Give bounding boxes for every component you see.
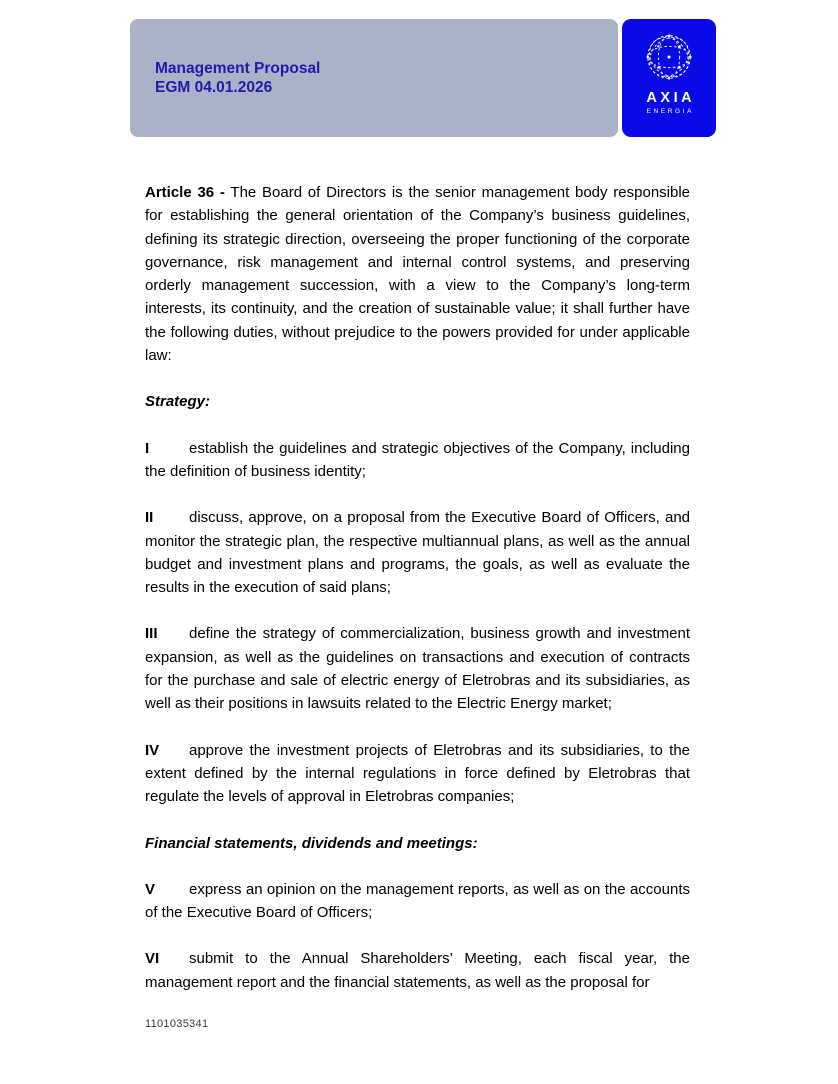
- list-item-IV: [145, 739, 690, 809]
- item-text: approve the investment projects of Eletrobras and its subsidiaries, to the extent defined by the internal regulations in force defined by Eletrobras that regulate the levels of approval in Eletrobras companies;: [145, 741, 690, 806]
- logo-brand-text: AXIA: [646, 90, 696, 106]
- item-number: VI: [145, 950, 160, 968]
- section-heading-strategy: Strategy:: [145, 393, 211, 411]
- document-header: [130, 19, 716, 137]
- item-text: discuss, approve, on a proposal from the Executive Board of Officers, and monitor the strategic plan, the respective multiannual plans, as well as the annual budget and investment plans and programs, the goals, as well as evaluate the results in the execution of said plans;: [145, 509, 690, 597]
- article-paragraph: [145, 181, 690, 367]
- section-heading-financial: Financial statements, dividends and meetings:: [145, 834, 478, 852]
- company-logo: [622, 19, 716, 137]
- document-body: [145, 181, 690, 1017]
- list-item-V: [145, 878, 690, 925]
- list-item-I: [145, 437, 690, 484]
- article-text: The Board of Directors is the senior management body responsible for establishing the general orientation of the Company’s business guidelines, defining its strategic direction, overseeing the proper functioning of the corporate governance, risk management and internal control systems, and preserving orderly management succession, with a view to the Company’s long-term interests, its continuity, and the creation of sustainable value; it shall further have the following duties, without prejudice to the powers provided for under applicable law:: [145, 184, 691, 365]
- logo-sub-text: ENERGIA: [646, 108, 695, 115]
- item-text: establish the guidelines and strategic objectives of the Company, including the definition of business identity;: [145, 439, 690, 480]
- article-label: Article 36 -: [145, 184, 225, 201]
- page-footer: [145, 1018, 208, 1030]
- item-number: III: [145, 625, 158, 643]
- item-number: IV: [145, 741, 160, 759]
- item-number: II: [145, 509, 154, 527]
- list-item-II: [145, 506, 690, 599]
- document-id: 1101035341: [145, 1018, 209, 1030]
- document-title: Management Proposal: [155, 59, 321, 77]
- item-text: define the strategy of commercialization, business growth and investment expansion, as well as the guidelines on transactions and execution of contracts for the purchase and sale of electric energy of Eletrobras and its subsidiaries, as well as their positions in lawsuits related to the Electric Energy market;: [145, 625, 690, 713]
- item-text: express an opinion on the management reports, as well as on the accounts of the Executive Board of Officers;: [145, 880, 690, 922]
- title-banner: [130, 19, 618, 137]
- list-item-VI: [145, 947, 690, 994]
- item-number: I: [145, 439, 150, 457]
- document-subtitle: EGM 04.01.2026: [155, 79, 273, 96]
- item-text: submit to the Annual Shareholders’ Meeting, each fiscal year, the management report and the financial statements, as well as the proposal for: [145, 950, 690, 991]
- list-item-III: [145, 622, 690, 715]
- globe-icon: [640, 28, 698, 86]
- item-number: V: [145, 880, 156, 898]
